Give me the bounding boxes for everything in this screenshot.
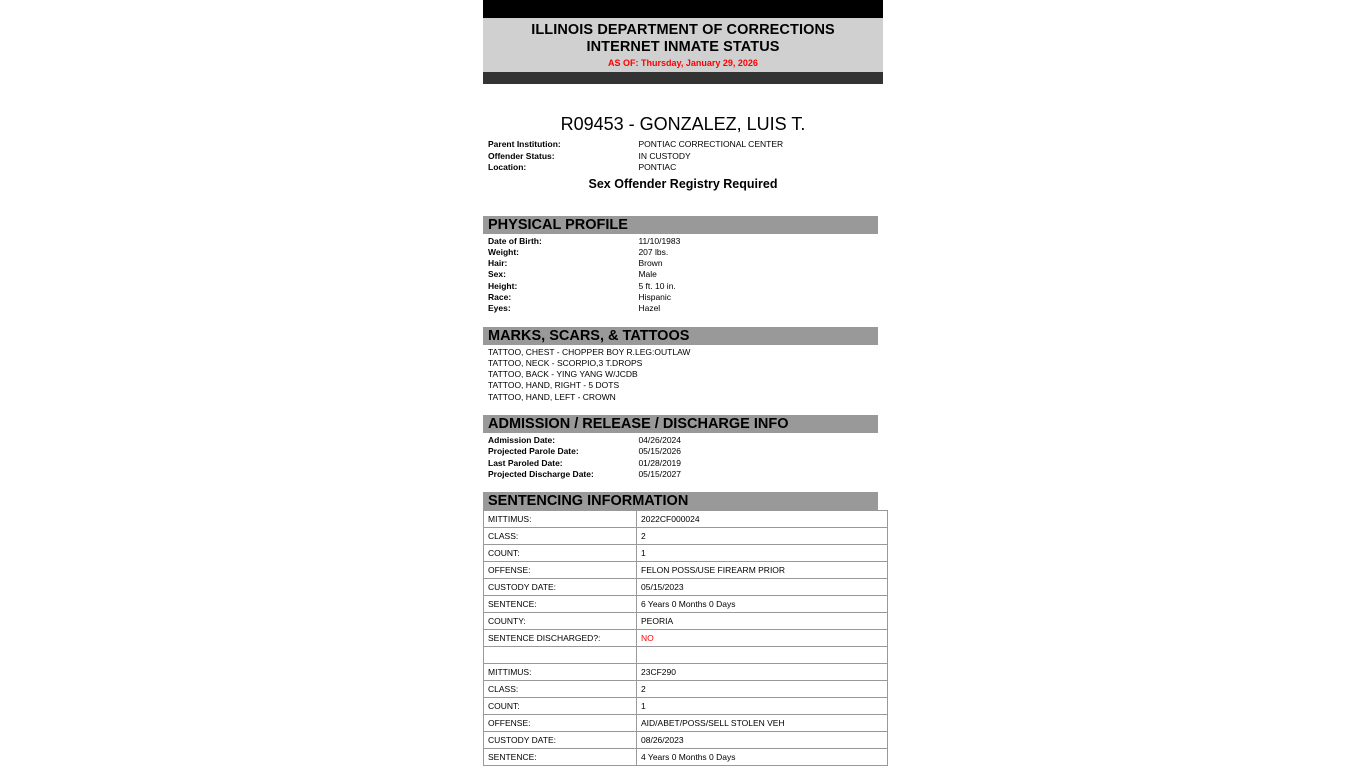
table-row [484, 664, 888, 681]
field-label: Projected Discharge Date: [488, 468, 594, 479]
masthead-body [483, 18, 883, 72]
table-row [484, 715, 888, 732]
admission-row [488, 469, 883, 480]
sentencing-label: COUNT: [484, 545, 637, 562]
identity-value: IN CUSTODY [638, 150, 691, 161]
sentencing-label: CLASS: [484, 528, 637, 545]
field-label: Admission Date: [488, 435, 556, 446]
spacer [483, 403, 883, 415]
section-sentencing-information [483, 492, 883, 766]
sentencing-table [483, 510, 888, 766]
section-marks-scars-tattoos [483, 327, 883, 403]
identity-value: PONTIAC [638, 162, 677, 172]
field-value: 11/10/1983 [638, 235, 681, 246]
physical-profile-row [488, 258, 883, 269]
agency-title-line2: INTERNET INMATE STATUS [586, 39, 780, 55]
physical-profile-field-list [483, 234, 883, 315]
section-admission-release-discharge [483, 415, 883, 480]
identity-row [488, 162, 883, 174]
spacer [483, 480, 883, 492]
field-value: 05/15/2027 [638, 468, 681, 479]
sentencing-label: COUNTY: [484, 613, 637, 630]
sentencing-value: 2022CF000024 [637, 511, 888, 528]
spacer [483, 315, 883, 327]
sentencing-value: 4 Years 0 Months 0 Days [637, 749, 888, 766]
field-label: Height: [488, 280, 518, 291]
offender-identity [483, 113, 883, 135]
sentencing-label: SENTENCE: [484, 596, 637, 613]
field-label: Sex: [488, 269, 506, 280]
field-value: Brown [638, 258, 663, 269]
field-label: Date of Birth: [488, 235, 542, 246]
marks-entry: TATTOO, NECK - SCORPIO,3 T.DROPS [488, 357, 643, 368]
identity-value: PONTIAC CORRECTIONAL CENTER [638, 139, 784, 149]
physical-profile-row [488, 303, 883, 314]
sentencing-label: MITTIMUS: [484, 511, 637, 528]
sentencing-label: COUNT: [484, 698, 637, 715]
section-header-sentencing-information: SENTENCING INFORMATION [483, 492, 878, 510]
field-value: 04/26/2024 [638, 435, 681, 446]
identity-label: Location: [488, 162, 527, 172]
sentencing-label: CUSTODY DATE: [484, 732, 637, 749]
sentencing-value: 2 [637, 528, 888, 545]
sentencing-label: CLASS: [484, 681, 637, 698]
section-header-admission-release-discharge: ADMISSION / RELEASE / DISCHARGE INFO [483, 415, 878, 433]
field-value: Hispanic [638, 291, 672, 302]
sentencing-label: SENTENCE: [484, 749, 637, 766]
separator-cell [637, 647, 888, 664]
agency-title-line1: ILLINOIS DEPARTMENT OF CORRECTIONS [531, 22, 835, 38]
marks-entry: TATTOO, HAND, RIGHT - 5 DOTS [488, 380, 620, 391]
identity-label: Parent Institution: [488, 139, 561, 149]
physical-profile-row [488, 236, 883, 247]
table-row [484, 630, 888, 647]
marks-entry: TATTOO, CHEST - CHOPPER BOY R.LEG:OUTLAW [488, 346, 691, 357]
admission-row [488, 446, 883, 457]
table-row [484, 732, 888, 749]
section-header-marks-scars-tattoos: MARKS, SCARS, & TATTOOS [483, 327, 878, 345]
sentencing-value: 23CF290 [637, 664, 888, 681]
sentencing-value: PEORIA [637, 613, 888, 630]
identity-label: Offender Status: [488, 150, 555, 161]
marks-entry: TATTOO, HAND, LEFT - CROWN [488, 391, 616, 402]
section-header-physical-profile: PHYSICAL PROFILE [483, 216, 878, 234]
field-value: Hazel [638, 303, 661, 314]
identity-row [488, 139, 883, 151]
sentencing-value: 1 [637, 698, 888, 715]
field-value: 05/15/2026 [638, 446, 681, 457]
identity-field-list [483, 139, 883, 174]
table-row [484, 681, 888, 698]
identity-row [488, 151, 883, 163]
masthead [483, 0, 883, 84]
sentencing-value: 1 [637, 545, 888, 562]
table-row [484, 579, 888, 596]
physical-profile-row [488, 281, 883, 292]
sentencing-value: 08/26/2023 [637, 732, 888, 749]
physical-profile-row [488, 292, 883, 303]
physical-profile-row [488, 247, 883, 258]
separator-cell [484, 647, 637, 664]
table-row [484, 613, 888, 630]
sentencing-label: CUSTODY DATE: [484, 579, 637, 596]
sentencing-label: OFFENSE: [484, 715, 637, 732]
sentence-discharged-value: NO [637, 630, 888, 647]
table-row [484, 528, 888, 545]
field-value: 01/28/2019 [638, 457, 681, 468]
table-row [484, 545, 888, 562]
field-label: Last Paroled Date: [488, 457, 563, 468]
sentencing-value: AID/ABET/POSS/SELL STOLEN VEH [637, 715, 888, 732]
table-row [484, 562, 888, 579]
marks-entry-list [483, 345, 883, 403]
spacer [483, 192, 883, 216]
table-row [484, 596, 888, 613]
field-label: Eyes: [488, 303, 511, 314]
sentencing-label: MITTIMUS: [484, 664, 637, 681]
sentencing-value: 05/15/2023 [637, 579, 888, 596]
table-row [484, 698, 888, 715]
sentencing-label: OFFENSE: [484, 562, 637, 579]
sentencing-value: 2 [637, 681, 888, 698]
field-label: Projected Parole Date: [488, 446, 579, 457]
sentencing-value: 6 Years 0 Months 0 Days [637, 596, 888, 613]
inmate-status-page [483, 0, 883, 766]
sentencing-label: SENTENCE DISCHARGED?: [484, 630, 637, 647]
field-label: Race: [488, 291, 512, 302]
section-physical-profile [483, 216, 883, 315]
physical-profile-row [488, 269, 883, 280]
masthead-bottom-bar [483, 72, 883, 84]
offender-id-and-name: R09453 - GONZALEZ, LUIS T. [560, 114, 806, 134]
sex-offender-registry-flag: Sex Offender Registry Required [588, 176, 778, 191]
field-value: 207 lbs. [638, 246, 669, 257]
table-row [484, 749, 888, 766]
field-label: Weight: [488, 246, 520, 257]
as-of-date: AS OF: Thursday, January 29, 2026 [608, 58, 758, 68]
field-value: 5 ft. 10 in. [638, 280, 676, 291]
sentencing-value: FELON POSS/USE FIREARM PRIOR [637, 562, 888, 579]
admission-row [488, 458, 883, 469]
table-row [484, 511, 888, 528]
table-block-separator [484, 647, 888, 664]
field-value: Male [638, 269, 657, 280]
admission-field-list [483, 433, 883, 480]
admission-row [488, 435, 883, 446]
marks-entry: TATTOO, BACK - YING YANG W/JCDB [488, 369, 638, 380]
field-label: Hair: [488, 258, 508, 269]
masthead-top-bar [483, 0, 883, 18]
